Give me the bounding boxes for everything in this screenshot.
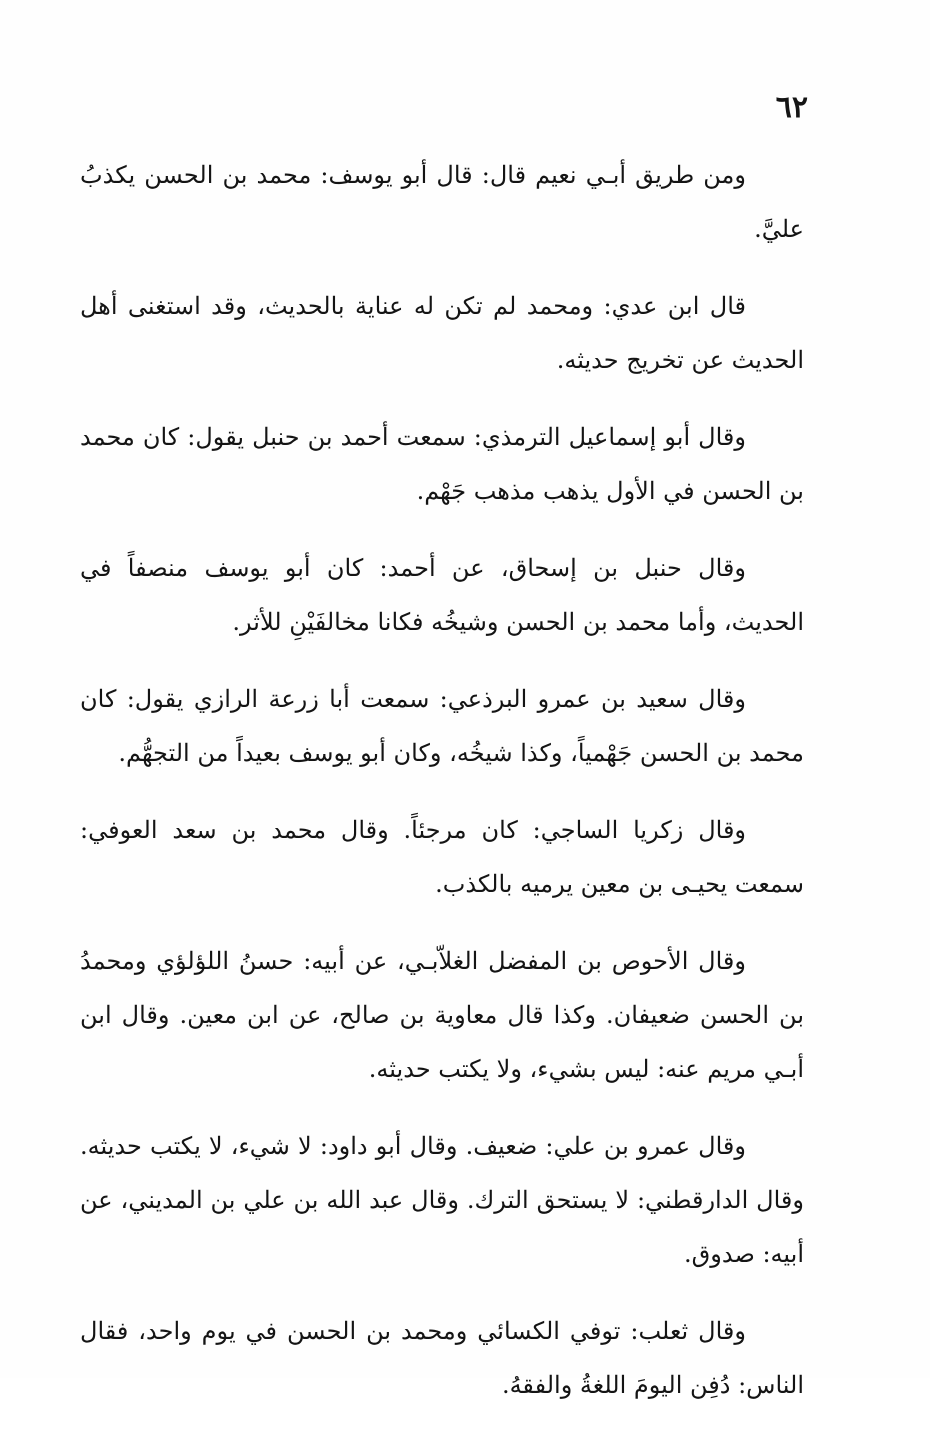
- paragraph-6: وقال زكريا الساجي: كان مرجئاً. وقال محمد بن سعد العوفي: سمعت يحيـى بن معين يرميه بالكذب.: [80, 816, 804, 898]
- body-text: [80, 148, 804, 1435]
- paragraph-4: وقال حنبل بن إسحاق، عن أحمد: كان أبو يوسف منصفاً في الحديث، وأما محمد بن الحسن وشيخُه فكانا مخالفَيْنِ للأثر.: [80, 554, 804, 636]
- paragraph-9: وقال ثعلب: توفي الكسائي ومحمد بن الحسن في يوم واحد، فقال الناس: دُفِن اليومَ اللغةُ والفقهُ.: [80, 1317, 804, 1399]
- page-number: ٦٢: [775, 90, 808, 125]
- paragraph-5: وقال سعيد بن عمرو البرذعي: سمعت أبا زرعة الرازي يقول: كان محمد بن الحسن جَهْمياً، وكذا شيخُه، وكان أبو يوسف بعيداً من التجهُّم.: [80, 685, 804, 767]
- paragraph-8: وقال عمرو بن علي: ضعيف. وقال أبو داود: لا شيء، لا يكتب حديثه. وقال الدارقطني: لا يستحق الترك. وقال عبد الله بن علي بن المديني، عن أبيه: صدوق.: [80, 1132, 804, 1268]
- paragraph-2: قال ابن عدي: ومحمد لم تكن له عناية بالحديث، وقد استغنى أهل الحديث عن تخريج حديثه.: [80, 292, 804, 374]
- paragraph-3: وقال أبو إسماعيل الترمذي: سمعت أحمد بن حنبل يقول: كان محمد بن الحسن في الأول يذهب مذهب جَهْم.: [80, 423, 804, 505]
- paragraph-1: ومن طريق أبـي نعيم قال: قال أبو يوسف: محمد بن الحسن يكذبُ عليَّ.: [80, 161, 804, 243]
- paragraph-7: وقال الأحوص بن المفضل الغلاّبـي، عن أبيه: حسنُ اللؤلؤي ومحمدُ بن الحسن ضعيفان. وكذا قال معاوية بن صالح، عن ابن معين. وقال ابن أبـي مريم عنه: ليس بشيء، ولا يكتب حديثه.: [80, 947, 804, 1083]
